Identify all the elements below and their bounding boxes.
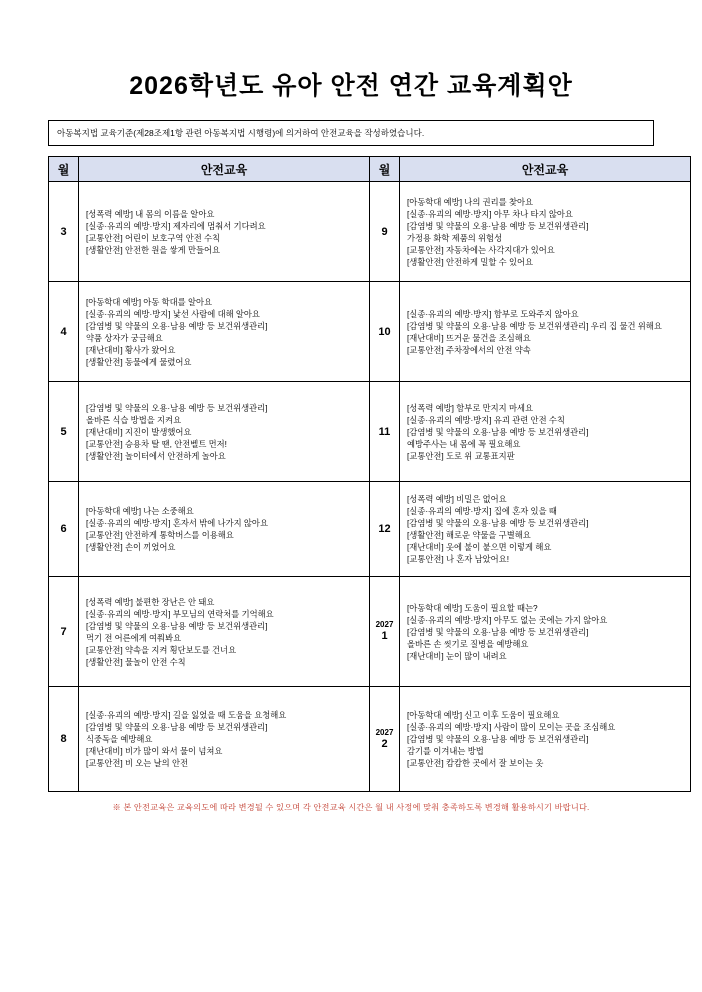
safety-education-cell (400, 482, 691, 577)
education-topic-line: 가정용 화학 제품의 위험성 (407, 232, 503, 243)
month-number-label: 3 (60, 225, 67, 238)
table-body (49, 182, 691, 792)
month-cell (49, 687, 79, 792)
table-row (49, 182, 691, 282)
month-number-label: 4 (60, 325, 67, 338)
education-topic-line: [감염병 및 약물의 오용·남용 예방 등 보건위생관리] (407, 220, 589, 231)
education-topic-line: 먹기 전 어른에게 여쭤봐요 (86, 632, 182, 643)
education-topic-line: 올바른 식습 방법을 지켜요 (86, 414, 182, 425)
month-cell (370, 282, 400, 382)
column-header-month-right: 월 (370, 157, 400, 182)
education-topic-line: [실종·유괴의 예방·방지] 혼자서 밖에 나가지 않아요 (86, 518, 268, 529)
education-topic-line: [아동학대 예방] 아동 학대를 알아요 (86, 296, 213, 307)
education-topic-line: [교통안전] 안전하게 통학버스를 이용해요 (86, 530, 234, 541)
safety-education-cell (79, 182, 370, 282)
education-topic-line: [실종·유괴의 예방·방지] 낯선 사람에 대해 알아요 (86, 308, 260, 319)
education-topic-line: [감염병 및 약물의 오용·남용 예방 등 보건위생관리] (407, 426, 589, 437)
month-cell (370, 182, 400, 282)
education-topic-line: [감염병 및 약물의 오용·남용 예방 등 보건위생관리] (86, 402, 268, 413)
education-topic-line: [실종·유괴의 예방·방지] 부모님의 연락처를 기억해요 (86, 608, 274, 619)
education-topic-line: [재난대비] 눈이 많이 내려요 (407, 650, 507, 661)
month-cell (370, 482, 400, 577)
month-number-label: 12 (378, 523, 391, 536)
month-cell (49, 482, 79, 577)
month-cell (370, 577, 400, 687)
month-cell (370, 382, 400, 482)
column-header-safety-left: 안전교육 (79, 157, 370, 182)
month-cell (49, 577, 79, 687)
education-topic-line: 식중독을 예방해요 (86, 734, 153, 745)
education-topic-line: 감기를 이겨내는 방법 (407, 746, 484, 757)
education-topic-line: [교통안전] 어린이 보호구역 안전 수칙 (86, 232, 221, 243)
education-topic-line: [성폭력 예방] 함부로 만지지 마세요 (407, 402, 534, 413)
education-topic-line: [재난대비] 뜨거운 물건을 조심해요 (407, 332, 531, 343)
month-number-label: 2 (381, 737, 388, 750)
annual-safety-education-table (48, 156, 691, 792)
safety-education-cell (79, 577, 370, 687)
month-number-label: 9 (381, 225, 388, 238)
education-topic-line: [생활안전] 안전하게 밀할 수 있어요 (407, 256, 534, 267)
education-topic-line: 올바른 손 씻기로 질병을 예방해요 (407, 638, 529, 649)
education-topic-line: [재난대비] 황사가 왔어요 (86, 344, 176, 355)
table-row (49, 577, 691, 687)
education-topic-line: [생활안전] 물놀이 안전 수칙 (86, 656, 186, 667)
education-topic-line: [실종·유괴의 예방·방지] 집에 혼자 있을 때 (407, 506, 557, 517)
education-topic-line: [교통안전] 캄캄한 곳에서 잘 보이는 옷 (407, 758, 544, 769)
footer-note: ※ 본 안전교육은 교육의도에 따라 변경될 수 있으며 각 안전교육 시간은 월 내 사정에 맞춰 충족하도록 변경해 활용하시기 바랍니다. (112, 803, 590, 813)
education-topic-line: [실종·유괴의 예방·방지] 함부로 도와주지 않아요 (407, 308, 579, 319)
education-topic-line: [성폭력 예방] 내 몸의 이름을 알아요 (86, 208, 215, 219)
education-topic-line: [감염병 및 약물의 오용·남용 예방 등 보건위생관리] 우리 집 물건 위해요 (407, 320, 662, 331)
month-number-label: 5 (60, 425, 67, 438)
table-row (49, 482, 691, 577)
education-topic-line: [성폭력 예방] 비밀은 없어요 (407, 494, 507, 505)
education-topic-line: [아동학대 예방] 도움이 필요할 때는? (407, 602, 538, 613)
education-topic-line: [교통안전] 나 혼자 남았어요! (407, 554, 509, 565)
education-topic-line: [실종·유괴의 예방·방지] 길을 잃었을 때 도움을 요청해요 (86, 710, 287, 721)
month-number-label: 6 (60, 523, 67, 536)
education-topic-line: [감염병 및 약물의 오용·남용 예방 등 보건위생관리] (86, 620, 268, 631)
column-header-month-left: 월 (49, 157, 79, 182)
month-cell (49, 182, 79, 282)
table-row (49, 282, 691, 382)
safety-education-cell (400, 577, 691, 687)
education-topic-line: [감염병 및 약물의 오용·남용 예방 등 보건위생관리] (407, 734, 589, 745)
education-topic-line: 약품 상자가 궁금해요 (86, 332, 163, 343)
safety-education-cell (79, 282, 370, 382)
education-topic-line: [실종·유괴의 예방·방지] 아무 차나 타지 않아요 (407, 208, 573, 219)
education-topic-line: [실종·유괴의 예방·방지] 사람이 많이 모이는 곳을 조심해요 (407, 722, 616, 733)
education-topic-line: [생활안전] 동물에게 물렸어요 (86, 356, 192, 367)
month-number-label: 1 (381, 630, 388, 643)
education-topic-line: [재난대비] 옷에 불이 붙으면 이렇게 해요 (407, 542, 552, 553)
table-row (49, 382, 691, 482)
legal-basis-note: 아동복지법 교육기준(제28조제1항 관련 아동복지법 시행령)에 의거하여 안전교육을 작성하였습니다. (48, 120, 654, 146)
education-topic-line: 예방주사는 내 몸에 꼭 필요해요 (407, 438, 521, 449)
education-topic-line: [아동학대 예방] 나의 권리를 찾아요 (407, 196, 534, 207)
safety-education-cell (79, 382, 370, 482)
month-year-label: 2027 (375, 727, 394, 737)
education-topic-line: [감염병 및 약물의 오용·남용 예방 등 보건위생관리] (86, 320, 268, 331)
month-number-label: 7 (60, 625, 67, 638)
month-number-label: 10 (378, 325, 391, 338)
month-cell (49, 282, 79, 382)
education-topic-line: [아동학대 예방] 신고 이후 도움이 필요해요 (407, 710, 560, 721)
education-topic-line: [실종·유괴의 예방·방지] 유괴 관련 안전 수칙 (407, 414, 565, 425)
month-cell (49, 382, 79, 482)
month-year-label: 2027 (375, 620, 394, 630)
safety-education-cell (400, 687, 691, 792)
column-header-safety-right: 안전교육 (400, 157, 691, 182)
safety-education-cell (79, 687, 370, 792)
education-topic-line: [교통안전] 도로 위 교통표지판 (407, 450, 515, 461)
education-topic-line: [재난대비] 비가 많이 와서 물이 넘쳐요 (86, 746, 223, 757)
education-topic-line: [실종·유괴의 예방·방지] 제자리에 멈춰서 기다려요 (86, 220, 266, 231)
education-topic-line: [생활안전] 손이 끼었어요 (86, 542, 176, 553)
table-row (49, 687, 691, 792)
education-topic-line: [생활안전] 안전한 원을 쌓게 만들어요 (86, 244, 221, 255)
month-cell (370, 687, 400, 792)
education-topic-line: [교통안전] 승용차 탈 땐, 안전벨트 먼저! (86, 438, 227, 449)
month-number-label: 11 (378, 425, 391, 438)
education-topic-line: [감염병 및 약물의 오용·남용 예방 등 보건위생관리] (407, 626, 589, 637)
education-topic-line: [성폭력 예방] 불편한 장난은 안 돼요 (86, 596, 215, 607)
education-topic-line: [아동학대 예방] 나는 소중해요 (86, 506, 194, 517)
education-topic-line: [교통안전] 비 오는 날의 안전 (86, 758, 188, 769)
table-header-row (49, 157, 691, 182)
safety-education-cell (400, 282, 691, 382)
education-topic-line: [생활안전] 해로운 약물을 구별해요 (407, 530, 531, 541)
education-topic-line: [감염병 및 약물의 오용·남용 예방 등 보건위생관리] (407, 518, 589, 529)
safety-education-cell (400, 382, 691, 482)
education-topic-line: [교통안전] 주차장에서의 안전 약속 (407, 344, 531, 355)
education-topic-line: [재난대비] 지진이 발생했어요 (86, 426, 192, 437)
education-topic-line: [생활안전] 놀이터에서 안전하게 놀아요 (86, 450, 226, 461)
education-topic-line: [교통안전] 자동차에는 사각지대가 있어요 (407, 244, 555, 255)
safety-education-cell (400, 182, 691, 282)
education-topic-line: [실종·유괴의 예방·방지] 아무도 없는 곳에는 가지 않아요 (407, 614, 608, 625)
month-number-label: 8 (60, 733, 67, 746)
education-topic-line: [교통안전] 약속을 지켜 횡단보도를 건너요 (86, 644, 237, 655)
page-title: 2026학년도 유아 안전 연간 교육계획안 (129, 72, 573, 100)
education-topic-line: [감염병 및 약물의 오용·남용 예방 등 보건위생관리] (86, 722, 268, 733)
safety-education-cell (79, 482, 370, 577)
